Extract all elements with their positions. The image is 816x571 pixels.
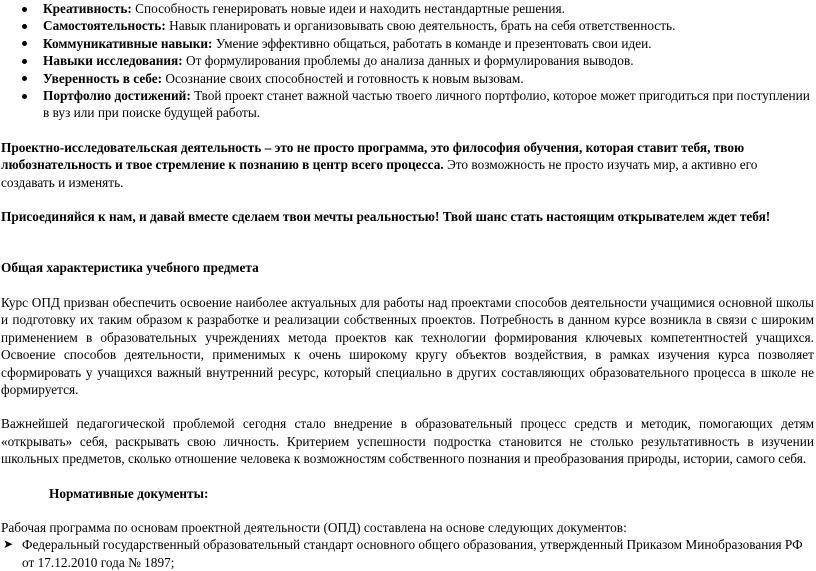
skill-text: Способность генерировать новые идеи и находить нестандартные решения. [131, 1, 565, 16]
philosophy-paragraph [1, 139, 814, 191]
problem-paragraph: Важнейшей педагогической проблемой сегодня стало внедрение в образовательный процесс средств и методик, помогающих детям «открывать» себя, раскрывать свою личность. Критерием успешности подростка становится не столько результативность в изучении школьных предметов, сколько отношение человека к возможностям собственного познания и преобразования природы, истории, самого себя. [1, 416, 814, 467]
document-text: Федеральный государственный образовательный стандарт основного общего образования, утвержденный Приказом Минобразования РФ от 17.12.2010 года № 1897; [22, 537, 803, 570]
section-heading: Общая характеристика учебного предмета [1, 260, 259, 276]
bullet-icon [22, 94, 27, 99]
call-to-action: Присоединяйся к нам, и давай вместе сделаем твои мечты реальностью! Твой шанс стать настоящим открывателем ждет тебя! [1, 209, 771, 225]
list-item [2, 536, 814, 571]
skill-term: Самостоятельность: [43, 18, 166, 34]
skill-text: Умение эффективно общаться, работать в команде и презентовать свои идеи. [212, 35, 652, 51]
list-item [43, 52, 814, 69]
skills-list [1, 0, 814, 122]
list-item [43, 17, 814, 34]
skill-term: Портфолио достижений: [43, 88, 191, 104]
skill-term: Навыки исследования: [43, 53, 183, 69]
philosophy-normal: Это возможность не просто изучать мир, а активно его создавать и изменять. [1, 157, 758, 190]
list-item [43, 70, 814, 87]
bullet-icon [22, 59, 27, 64]
list-item [43, 0, 814, 17]
program-intro: Рабочая программа по основам проектной деятельности (ОПД) составлена на основе следующих документов: [1, 519, 627, 535]
skill-term: Уверенность в себе: [43, 70, 163, 86]
arrow-bullet-icon: ➤ [2, 537, 14, 552]
course-paragraph: Курс ОПД призван обеспечить освоение наиболее актуальных для работы над проектами способов деятельности учащимися основной школы и подготовку их таким образом к разработке и реализации собственных проектов. Потребность в данном курсе возникла в связи с широким применением в образовательных учреждениях метода проектов как технологии формирования ключевых компетентностей учащихся. Освоение способов деятельности, применимых к очень широкому кругу объектов воздействия, в рамках изучения курса позволяет сформировать у учащихся важный внутренний ресурс, который специально в других составляющих образовательного процесса в школе не формируется. [1, 294, 814, 397]
skill-text: От формулирования проблемы до анализа данных и формулирования выводов. [182, 53, 634, 69]
list-item [43, 35, 814, 52]
skill-term: Коммуникативные навыки: [43, 35, 213, 51]
skill-term: Креативность: [43, 1, 132, 16]
bullet-icon [22, 76, 27, 81]
skill-text: Твой проект станет важной частью твоего личного портфолио, которое может пригодиться при поступлении в вуз или при поиске будущей работы. [43, 88, 810, 121]
philosophy-bold: Проектно-исследовательская деятельность – это не просто программа, это философия обучения, которая ставит тебя, твою любознательность и твое стремление к познанию в центр всего процесса. [1, 139, 745, 173]
skill-text: Осознание своих способностей и готовность к новым вызовам. [162, 70, 524, 86]
list-item [43, 87, 814, 122]
normative-heading: Нормативные документы: [49, 485, 209, 501]
bullet-icon [22, 7, 27, 12]
skill-text: Навык планировать и организовывать свою деятельность, брать на себя ответственность. [165, 18, 676, 34]
documents-list [1, 536, 814, 571]
bullet-icon [22, 24, 27, 29]
bullet-icon [22, 41, 27, 46]
